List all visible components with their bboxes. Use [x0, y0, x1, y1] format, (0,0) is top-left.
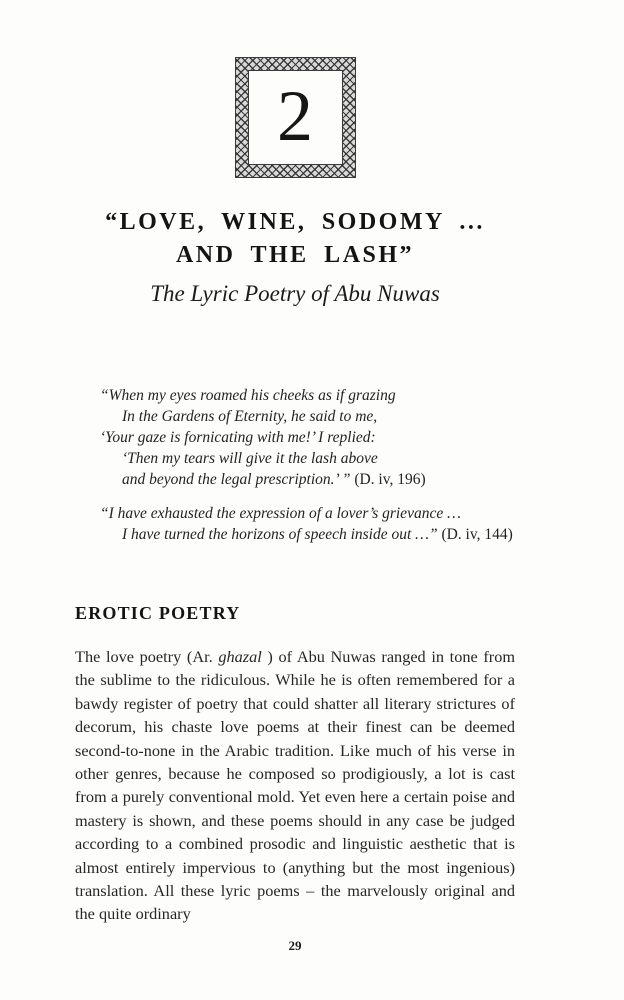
- epigraph-2: [100, 503, 515, 545]
- chapter-title-line2: AND THE LASH”: [175, 242, 415, 268]
- chapter-number: 2: [277, 75, 313, 156]
- epigraph-line-text: ‘Then my tears will give it the lash above: [122, 450, 378, 467]
- section-heading: EROTIC POETRY: [75, 603, 241, 623]
- page-number: 29: [288, 937, 302, 953]
- chapter-title: [75, 206, 515, 272]
- chapter-subtitle: The Lyric Poetry of Abu Nuwas: [150, 281, 440, 306]
- chapter-ornament-frame: [235, 57, 356, 178]
- chapter-title-line1: “LOVE, WINE, SODOMY ...: [105, 209, 485, 235]
- epigraph-line: [100, 448, 515, 469]
- epigraph-line-text: “I have exhausted the expression of a lover’s grievance …: [100, 505, 461, 522]
- epigraph-citation: (D. iv, 144): [437, 526, 513, 543]
- epigraph-line-text: ‘Your gaze is fornicating with me!’ I replied:: [100, 429, 376, 446]
- epigraph-line-text: and beyond the legal prescription.’ ”: [122, 471, 351, 488]
- epigraph-block: [75, 385, 515, 545]
- body-text-segment: The love poetry (Ar.: [75, 647, 219, 666]
- epigraph-line-text: In the Gardens of Eternity, he said to me,: [122, 408, 378, 425]
- epigraph-line: [100, 503, 515, 524]
- epigraph-line: [100, 406, 515, 427]
- epigraph-line: [100, 427, 515, 448]
- body-text-segment: ) of Abu Nuwas ranged in tone from the sublime to the ridiculous. While he is often remembered for a bawdy register of poetry that could shatter all literary strictures of decorum, his chaste love poems at their finest can be deemed second-to-none in the Arabic tradition. Like much of his verse in other genres, because he composed so prodigiously, a lot is cast from a purely conventional mold. Yet even here a certain poise and mastery is shown, and these poems should in any case be judged according to a combined prosodic and linguistic aesthetic that is almost entirely impervious to (anything but the most ingenious) translation. All these lyric poems – the marvelously original and the quite ordinary: [75, 647, 516, 924]
- epigraph-line: [100, 524, 515, 545]
- epigraph-line: [100, 469, 515, 490]
- epigraph-citation: (D. iv, 196): [350, 471, 426, 488]
- body-italic-term: ghazal: [218, 647, 262, 666]
- epigraph-line-text: “When my eyes roamed his cheeks as if grazing: [100, 387, 396, 404]
- body-paragraph: [75, 645, 515, 926]
- epigraph-line-text: I have turned the horizons of speech inside out …”: [122, 526, 438, 543]
- text-column: [75, 57, 515, 954]
- epigraph-1: [100, 385, 515, 490]
- chapter-ornament-inner: [248, 70, 343, 165]
- epigraph-line: [100, 385, 515, 406]
